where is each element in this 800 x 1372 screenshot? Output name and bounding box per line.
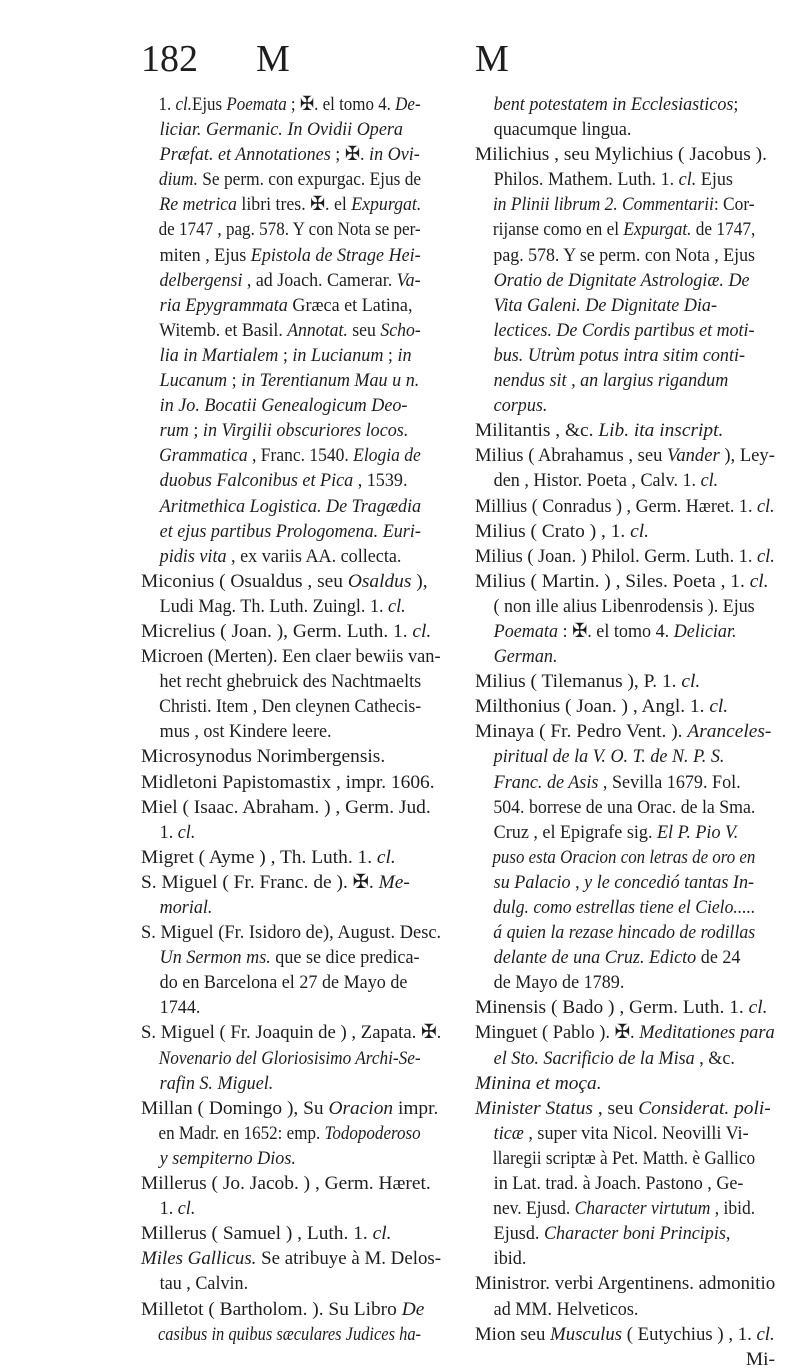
text-line: duobus Falconibus et Pica , 1539. (159, 470, 408, 492)
text-line: Midletoni Papistomastix , impr. 1606. (141, 771, 435, 793)
text-line: liciar. Germanic. In Ovidii Opera (159, 119, 403, 141)
text-line: y sempiterno Dios. (159, 1147, 296, 1169)
text-line: den , Histor. Poeta , Calv. 1. cl. (493, 470, 719, 492)
text-line: S. Miguel ( Fr. Franc. de ). ✠. Me- (141, 871, 410, 893)
text-line: Oratio de Dignitate Astrologiæ. De (493, 269, 750, 291)
text-line: Micrelius ( Joan. ), Germ. Luth. 1. cl. (141, 620, 432, 642)
text-line: Millan ( Domingo ), Su Oracion impr. (141, 1097, 439, 1119)
text-line: Philos. Mathem. Luth. 1. cl. Ejus (493, 169, 733, 191)
text-line: puso esta Oracion con letras de oro en (492, 846, 756, 868)
text-line: Vita Galeni. De Dignitate Dia- (493, 294, 718, 316)
text-line: ria Epygrammata Græca et Latina, (159, 294, 413, 316)
text-line: rijanse como en el Expurgat. de 1747, (492, 219, 756, 241)
text-line: rum ; in Virgilii obscuriores locos. (159, 420, 409, 442)
text-line: 1. cl.Ejus Poemata ; ✠. el tomo 4. De- (158, 94, 421, 115)
text-line: Milius ( Tilemanus ), P. 1. cl. (475, 671, 701, 693)
text-line: ad MM. Helveticos. (493, 1298, 639, 1320)
text-line: en Madr. en 1652: emp. Todopoderoso (158, 1122, 421, 1144)
text-line: Cruz , el Epigrafe sig. El P. Pio V. (493, 821, 739, 843)
text-line: Millius ( Conradus ) , Germ. Hæret. 1. cl. (475, 495, 775, 517)
text-line: het recht ghebruick des Nachtmaelts (159, 671, 422, 693)
text-line: Minensis ( Bado ) , Germ. Luth. 1. cl. (475, 997, 768, 1019)
text-line: Un Sermon ms. que se dice predica- (159, 947, 420, 969)
text-line: Ministror. verbi Argentinens. admonitio (475, 1273, 776, 1295)
text-line: et ejus partibus Prologomena. Euri- (159, 520, 421, 542)
text-line: tau , Calvin. (159, 1273, 249, 1295)
text-line: 1744. (159, 997, 201, 1019)
text-line: Milletot ( Bartholom. ). Su Libro De (141, 1298, 425, 1320)
text-line: corpus. (493, 395, 548, 417)
text-line: de Mayo de 1789. (493, 972, 625, 994)
right-running-head: M (475, 38, 509, 80)
text-line: Millerus ( Jo. Jacob. ) , Germ. Hæret. (141, 1173, 431, 1195)
text-line: pag. 578. Y se perm. con Nota , Ejus (493, 244, 755, 266)
text-line: ibid. (493, 1248, 527, 1270)
text-line: Mion seu Musculus ( Eutychius ) , 1. cl. (475, 1323, 775, 1345)
text-line: ( non ille alius Libenrodensis ). Ejus (493, 595, 755, 617)
text-line: llaregii scriptæ à Pet. Matth. è Gallico (492, 1147, 756, 1169)
text-line: á quien la rezase hincado de rodillas (493, 922, 756, 944)
text-line: Militantis , &c. Lib. ita inscript. (475, 420, 724, 442)
text-line: piritual de la V. O. T. de N. P. S. (493, 746, 725, 768)
text-line: German. (493, 646, 558, 668)
left-running-head: M (256, 38, 290, 80)
text-line: Minguet ( Pablo ). ✠. Meditationes para (475, 1022, 775, 1044)
text-line: do en Barcelona el 27 de Mayo de (159, 972, 408, 994)
text-line: pidis vita , ex variis AA. collecta. (159, 545, 402, 567)
text-line: rafin S. Miguel. (159, 1072, 274, 1094)
text-line: dulg. como estrellas tiene el Cielo..... (493, 897, 756, 918)
text-line: de 1747 , pag. 578. Y con Nota se per- (158, 219, 421, 241)
text-line: 1. cl. (159, 821, 196, 843)
text-line: Milthonius ( Joan. ) , Angl. 1. cl. (475, 696, 729, 718)
text-line: dium. Se perm. con expurgac. Ejus de (158, 169, 422, 191)
text-line: morial. (159, 897, 213, 918)
text-line: Microen (Merten). Een claer bewiis van- (141, 646, 441, 668)
text-line: in Lat. trad. à Joach. Pastono , Ge- (493, 1173, 744, 1195)
text-line: Præfat. et Annotationes ; ✠. in Ovi- (159, 144, 420, 166)
right-column (475, 92, 775, 1372)
text-line: in Plinii librum 2. Commentarii: Cor- (492, 194, 755, 216)
text-line: Lucanum ; in Terentianum Mau u n. (159, 370, 420, 392)
text-line: 1. cl. (159, 1198, 196, 1220)
text-line: lectices. De Cordis partibus et moti- (493, 319, 755, 341)
text-line: Migret ( Ayme ) , Th. Luth. 1. cl. (141, 846, 396, 868)
text-line: Aritmethica Logistica. De Tragædia (159, 495, 422, 517)
text-line: miten , Ejus Epistola de Strage Hei- (159, 244, 421, 266)
text-line: su Palacio , y le concedió tantas In- (493, 871, 755, 893)
text-line: bent potestatem in Ecclesiasticos; (493, 94, 739, 115)
text-line: Re metrica libri tres. ✠. el Expurgat. (159, 194, 422, 216)
text-line: Miel ( Isaac. Abraham. ) , Germ. Jud. (141, 796, 431, 818)
text-line: Novenario del Gloriosisimo Archi-Se- (158, 1047, 421, 1069)
text-line: Minaya ( Fr. Pedro Vent. ). Aranceles- (475, 721, 772, 743)
text-line: Ejusd. Character boni Principis, (493, 1223, 731, 1245)
text-line: Microsynodus Norimbergensis. (141, 746, 386, 768)
text-line: Miles Gallicus. Se atribuye à M. Delos- (141, 1248, 442, 1270)
text-line: Poemata : ✠. el tomo 4. Deliciar. (493, 620, 737, 642)
text-line: in Jo. Bocatii Genealogicum Deo- (159, 395, 408, 417)
text-line: Minina et moça. (475, 1072, 602, 1094)
left-column (141, 92, 441, 1347)
text-line: Mi- (745, 1348, 775, 1370)
text-line: Milius ( Joan. ) Philol. Germ. Luth. 1. cl. (475, 545, 775, 567)
text-line: Miconius ( Osualdus , seu Osaldus ), (141, 570, 428, 592)
text-line: Milius ( Martin. ) , Siles. Poeta , 1. cl. (475, 570, 769, 592)
text-line: el Sto. Sacrificio de la Misa , &c. (493, 1047, 735, 1069)
text-line: nev. Ejusd. Character virtutum , ibid. (493, 1198, 756, 1220)
text-line: S. Miguel (Fr. Isidoro de), August. Desc. (141, 922, 442, 944)
text-line: ticæ , super vita Nicol. Neovilli Vi- (493, 1122, 749, 1144)
text-line: S. Miguel ( Fr. Joaquin de ) , Zapata. ✠. (141, 1022, 442, 1044)
text-line: Millerus ( Samuel ) , Luth. 1. cl. (141, 1223, 392, 1245)
text-line: bus. Utrùm potus intra sitim conti- (493, 344, 746, 366)
text-line: Minister Status , seu Considerat. poli- (475, 1097, 771, 1119)
text-line: lia in Martialem ; in Lucianum ; in (159, 344, 412, 366)
text-line: Milius ( Abrahamus , seu Vander ), Ley- (475, 445, 775, 467)
text-line: Grammatica , Franc. 1540. Elogia de (159, 445, 421, 467)
text-line: Milichius , seu Mylichius ( Jacobus ). (475, 144, 767, 166)
text-line: Ludi Mag. Th. Luth. Zuingl. 1. cl. (159, 595, 406, 617)
text-line: Milius ( Crato ) , 1. cl. (475, 520, 649, 542)
text-line: casibus in quibus sæculares Judices ha- (157, 1323, 422, 1345)
text-line: quacumque lingua. (493, 119, 632, 141)
page-number: 182 (141, 38, 198, 80)
text-line: delante de una Cruz. Edicto de 24 (493, 947, 741, 969)
text-line: nendus sit , an largius rigandum (493, 370, 729, 392)
text-line: Witemb. et Basil. Annotat. seu Scho- (159, 319, 421, 341)
text-line: delbergensi , ad Joach. Camerar. Va- (159, 269, 421, 291)
text-line: Franc. de Asis , Sevilla 1679. Fol. (493, 771, 741, 793)
text-line: mus , ost Kindere leere. (159, 721, 332, 743)
text-line: Christi. Item , Den cleynen Cathecis- (159, 696, 422, 718)
text-line: 504. borrese de una Orac. de la Sma. (493, 796, 756, 818)
